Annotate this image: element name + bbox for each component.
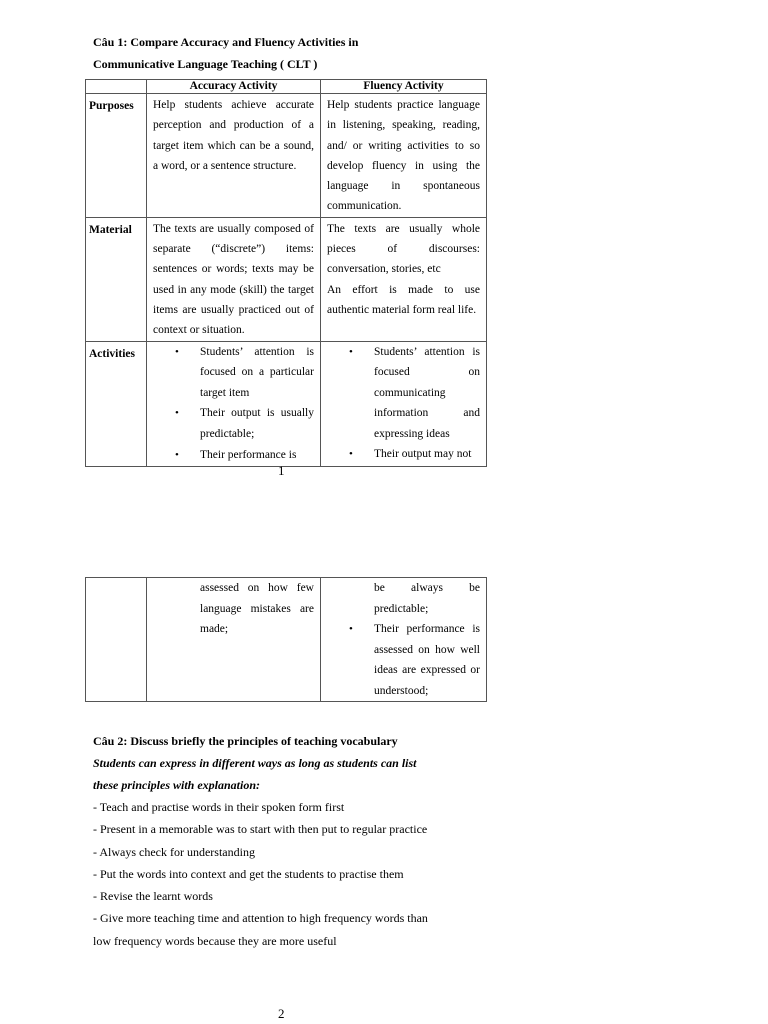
- header-blank: [86, 80, 147, 94]
- principle-item-3: - Always check for understanding: [93, 844, 255, 859]
- fluency-bullet-3: • Their performance is assessed on how well ideas are expressed or understood;: [321, 619, 480, 701]
- question2-instruction-line1: Students can express in different ways as long as students can list: [93, 756, 417, 770]
- continuation-fluency-cell: [321, 578, 487, 702]
- fluency-bullet-1: • Students’ attention is focused on communicating information and expressing ideas: [321, 342, 480, 445]
- fluency-bullet-2-end: be always be predictable;: [374, 582, 480, 615]
- row-label-material: Material: [86, 217, 147, 341]
- purposes-fluency-cell: Help students practice language in listening, speaking, reading, and/ or writing activities to so develop fluency in using the language in spontaneous communication.: [321, 94, 487, 218]
- principle-item-1: - Teach and practise words in their spoken form first: [93, 800, 345, 814]
- activities-accuracy-cell: [147, 341, 321, 467]
- principle-item-4: - Put the words into context and get the students to practise them: [93, 866, 404, 881]
- accuracy-bullet-1: • Students’ attention is focused on a particular target item: [147, 342, 314, 404]
- principle-item-6-line1: - Give more teaching time and attention to high frequency words than: [93, 911, 428, 926]
- row-label-activities: Activities: [86, 341, 147, 467]
- header-fluency-activity: Fluency Activity: [321, 80, 487, 94]
- page-number-1: 1: [278, 463, 285, 478]
- fluency-bullet-2-start: • Their output may not: [321, 444, 480, 465]
- accuracy-bullet-3-start: • Their performance is: [147, 445, 314, 466]
- question1-heading-line1: Câu 1: Compare Accuracy and Fluency Activities in: [93, 35, 359, 49]
- question2-heading: Câu 2: Discuss briefly the principles of teaching vocabulary: [93, 734, 398, 748]
- row-label-purposes: Purposes: [86, 94, 147, 218]
- activities-fluency-cell: [321, 341, 487, 467]
- question2-instruction-line2: these principles with explanation:: [93, 778, 261, 792]
- principle-item-5: - Revise the learnt words: [93, 889, 213, 904]
- principle-item-2: - Present in a memorable was to start with then put to regular practice: [93, 822, 428, 837]
- material-fluency-line1: The texts are usually whole pieces of discourses: conversation, stories, etc: [327, 222, 480, 276]
- continuation-accuracy-cell: [147, 578, 321, 702]
- material-accuracy-cell: The texts are usually composed of separate (“discrete”) items: sentences or words; texts may be used in any mode (skill) the target items are usually practiced out of context or situation.: [147, 217, 321, 341]
- continuation-label-cell: [86, 578, 147, 702]
- question1-heading-line2: Communicative Language Teaching ( CLT ): [93, 57, 318, 71]
- principle-item-6-line2: low frequency words because they are more useful: [93, 933, 337, 948]
- question2-section: [93, 730, 473, 952]
- comparison-table-page1: [85, 79, 487, 467]
- purposes-accuracy-cell: Help students achieve accurate perception and production of a target item which can be a sound, a word, or a sentence structure.: [147, 94, 321, 218]
- page-number-2: 2: [278, 1006, 285, 1021]
- comparison-table-page2: [85, 577, 487, 702]
- material-fluency-line2: An effort is made to use authentic material form real life.: [327, 283, 480, 316]
- material-fluency-cell: [321, 217, 487, 341]
- header-accuracy-activity: Accuracy Activity: [147, 80, 321, 94]
- accuracy-bullet-3-end: assessed on how few language mistakes are made;: [200, 582, 314, 635]
- accuracy-bullet-2: • Their output is usually predictable;: [147, 403, 314, 445]
